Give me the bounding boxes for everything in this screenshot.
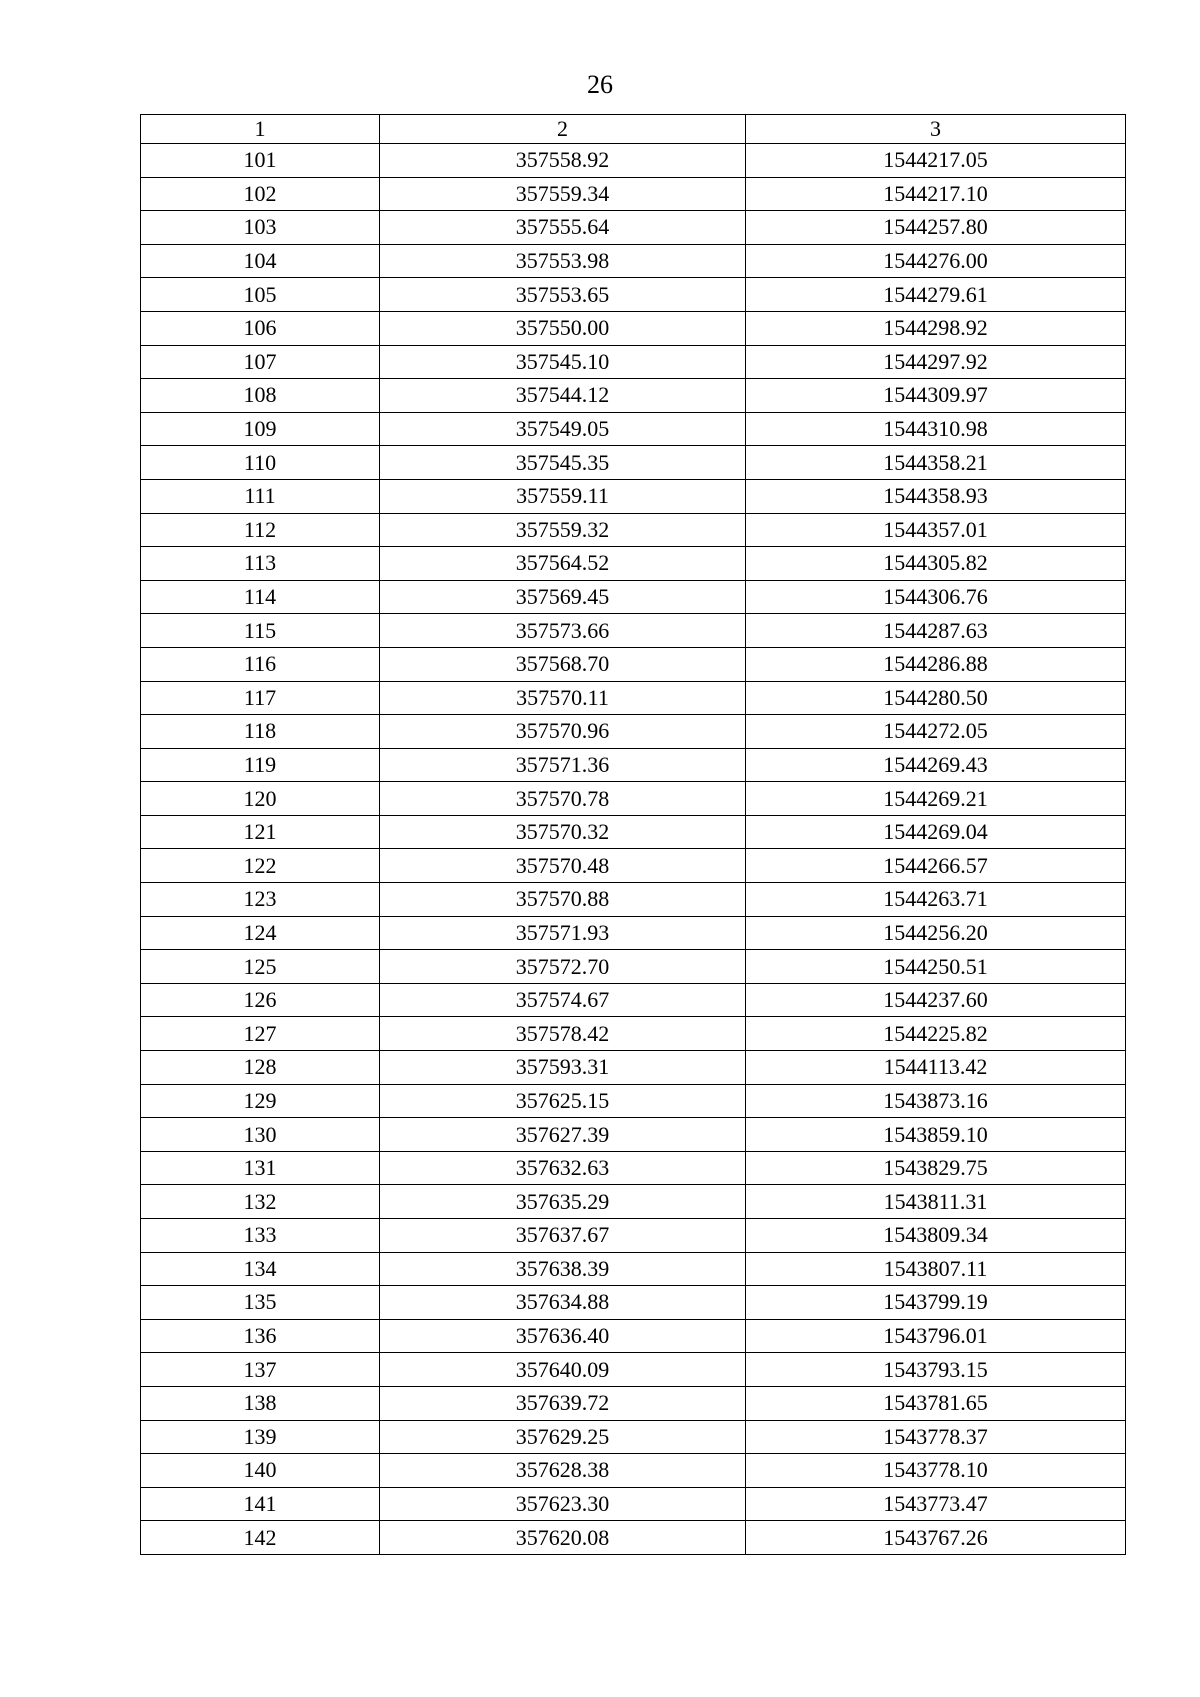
y-coordinate-cell: 1544286.88	[746, 647, 1126, 681]
point-number-cell: 140	[141, 1454, 380, 1488]
y-coordinate-cell: 1543859.10	[746, 1118, 1126, 1152]
point-number-cell: 113	[141, 547, 380, 581]
table-row	[141, 1017, 1126, 1051]
table-row	[141, 513, 1126, 547]
table-row	[141, 547, 1126, 581]
x-coordinate-cell: 357568.70	[380, 647, 746, 681]
table-row	[141, 1353, 1126, 1387]
table-row	[141, 479, 1126, 513]
y-coordinate-cell: 1544257.80	[746, 211, 1126, 245]
point-number-cell: 120	[141, 782, 380, 816]
point-number-cell: 117	[141, 681, 380, 715]
table-header-row	[141, 115, 1126, 144]
y-coordinate-cell: 1544217.05	[746, 144, 1126, 178]
point-number-cell: 109	[141, 412, 380, 446]
table-row	[141, 1051, 1126, 1085]
table-row	[141, 748, 1126, 782]
table-row	[141, 1319, 1126, 1353]
y-coordinate-cell: 1544237.60	[746, 983, 1126, 1017]
y-coordinate-cell: 1544298.92	[746, 311, 1126, 345]
x-coordinate-cell: 357628.38	[380, 1454, 746, 1488]
point-number-cell: 106	[141, 311, 380, 345]
table-row	[141, 1386, 1126, 1420]
y-coordinate-cell: 1544358.21	[746, 446, 1126, 480]
table-row	[141, 144, 1126, 178]
x-coordinate-cell: 357636.40	[380, 1319, 746, 1353]
point-number-cell: 135	[141, 1286, 380, 1320]
y-coordinate-cell: 1544272.05	[746, 715, 1126, 749]
point-number-cell: 122	[141, 849, 380, 883]
y-coordinate-cell: 1544269.21	[746, 782, 1126, 816]
x-coordinate-cell: 357558.92	[380, 144, 746, 178]
y-coordinate-cell: 1544250.51	[746, 950, 1126, 984]
x-coordinate-cell: 357545.35	[380, 446, 746, 480]
table-row	[141, 379, 1126, 413]
table-row	[141, 614, 1126, 648]
point-number-cell: 101	[141, 144, 380, 178]
table-row	[141, 1084, 1126, 1118]
table-row	[141, 950, 1126, 984]
table-row	[141, 849, 1126, 883]
point-number-cell: 108	[141, 379, 380, 413]
y-coordinate-cell: 1544266.57	[746, 849, 1126, 883]
x-coordinate-cell: 357574.67	[380, 983, 746, 1017]
y-coordinate-cell: 1544263.71	[746, 883, 1126, 917]
x-coordinate-cell: 357570.32	[380, 815, 746, 849]
x-coordinate-cell: 357571.36	[380, 748, 746, 782]
y-coordinate-cell: 1543796.01	[746, 1319, 1126, 1353]
point-number-cell: 141	[141, 1487, 380, 1521]
point-number-cell: 138	[141, 1386, 380, 1420]
point-number-cell: 139	[141, 1420, 380, 1454]
table-row	[141, 681, 1126, 715]
point-number-cell: 110	[141, 446, 380, 480]
x-coordinate-cell: 357559.34	[380, 177, 746, 211]
table-row	[141, 211, 1126, 245]
table-row	[141, 916, 1126, 950]
point-number-cell: 115	[141, 614, 380, 648]
y-coordinate-cell: 1544358.93	[746, 479, 1126, 513]
table-row	[141, 983, 1126, 1017]
x-coordinate-cell: 357639.72	[380, 1386, 746, 1420]
point-number-cell: 104	[141, 244, 380, 278]
table-row	[141, 1286, 1126, 1320]
x-coordinate-cell: 357627.39	[380, 1118, 746, 1152]
x-coordinate-cell: 357570.11	[380, 681, 746, 715]
y-coordinate-cell: 1543773.47	[746, 1487, 1126, 1521]
point-number-cell: 130	[141, 1118, 380, 1152]
table-row	[141, 1521, 1126, 1555]
y-coordinate-cell: 1544309.97	[746, 379, 1126, 413]
y-coordinate-cell: 1543778.37	[746, 1420, 1126, 1454]
x-coordinate-cell: 357629.25	[380, 1420, 746, 1454]
y-coordinate-cell: 1543829.75	[746, 1151, 1126, 1185]
y-coordinate-cell: 1543799.19	[746, 1286, 1126, 1320]
point-number-cell: 121	[141, 815, 380, 849]
table-row	[141, 1151, 1126, 1185]
coordinates-table	[140, 114, 1126, 1555]
y-coordinate-cell: 1544280.50	[746, 681, 1126, 715]
x-coordinate-cell: 357559.32	[380, 513, 746, 547]
x-coordinate-cell: 357623.30	[380, 1487, 746, 1521]
y-coordinate-cell: 1544310.98	[746, 412, 1126, 446]
y-coordinate-cell: 1543781.65	[746, 1386, 1126, 1420]
y-coordinate-cell: 1544269.43	[746, 748, 1126, 782]
y-coordinate-cell: 1543807.11	[746, 1252, 1126, 1286]
point-number-cell: 105	[141, 278, 380, 312]
x-coordinate-cell: 357564.52	[380, 547, 746, 581]
point-number-cell: 127	[141, 1017, 380, 1051]
x-coordinate-cell: 357640.09	[380, 1353, 746, 1387]
table-body	[141, 115, 1126, 1555]
y-coordinate-cell: 1543873.16	[746, 1084, 1126, 1118]
table-row	[141, 446, 1126, 480]
point-number-cell: 118	[141, 715, 380, 749]
point-number-cell: 111	[141, 479, 380, 513]
point-number-cell: 123	[141, 883, 380, 917]
point-number-cell: 124	[141, 916, 380, 950]
y-coordinate-cell: 1543809.34	[746, 1219, 1126, 1253]
y-coordinate-cell: 1544287.63	[746, 614, 1126, 648]
point-number-cell: 112	[141, 513, 380, 547]
point-number-cell: 102	[141, 177, 380, 211]
x-coordinate-cell: 357549.05	[380, 412, 746, 446]
y-coordinate-cell: 1543778.10	[746, 1454, 1126, 1488]
x-coordinate-cell: 357544.12	[380, 379, 746, 413]
x-coordinate-cell: 357559.11	[380, 479, 746, 513]
x-coordinate-cell: 357550.00	[380, 311, 746, 345]
y-coordinate-cell: 1544276.00	[746, 244, 1126, 278]
table-row	[141, 311, 1126, 345]
table-row	[141, 278, 1126, 312]
x-coordinate-cell: 357578.42	[380, 1017, 746, 1051]
column-header: 1	[141, 115, 380, 144]
table-row	[141, 815, 1126, 849]
point-number-cell: 119	[141, 748, 380, 782]
x-coordinate-cell: 357553.65	[380, 278, 746, 312]
x-coordinate-cell: 357570.78	[380, 782, 746, 816]
x-coordinate-cell: 357593.31	[380, 1051, 746, 1085]
table-row	[141, 1252, 1126, 1286]
x-coordinate-cell: 357553.98	[380, 244, 746, 278]
y-coordinate-cell: 1544217.10	[746, 177, 1126, 211]
table-row	[141, 412, 1126, 446]
y-coordinate-cell: 1544225.82	[746, 1017, 1126, 1051]
x-coordinate-cell: 357620.08	[380, 1521, 746, 1555]
point-number-cell: 131	[141, 1151, 380, 1185]
point-number-cell: 129	[141, 1084, 380, 1118]
table-row	[141, 580, 1126, 614]
table-row	[141, 244, 1126, 278]
column-header: 3	[746, 115, 1126, 144]
x-coordinate-cell: 357572.70	[380, 950, 746, 984]
x-coordinate-cell: 357632.63	[380, 1151, 746, 1185]
x-coordinate-cell: 357625.15	[380, 1084, 746, 1118]
x-coordinate-cell: 357638.39	[380, 1252, 746, 1286]
table-row	[141, 1219, 1126, 1253]
y-coordinate-cell: 1543811.31	[746, 1185, 1126, 1219]
point-number-cell: 126	[141, 983, 380, 1017]
point-number-cell: 132	[141, 1185, 380, 1219]
y-coordinate-cell: 1544269.04	[746, 815, 1126, 849]
point-number-cell: 125	[141, 950, 380, 984]
x-coordinate-cell: 357635.29	[380, 1185, 746, 1219]
y-coordinate-cell: 1544256.20	[746, 916, 1126, 950]
point-number-cell: 128	[141, 1051, 380, 1085]
y-coordinate-cell: 1544279.61	[746, 278, 1126, 312]
y-coordinate-cell: 1544305.82	[746, 547, 1126, 581]
y-coordinate-cell: 1544357.01	[746, 513, 1126, 547]
y-coordinate-cell: 1544113.42	[746, 1051, 1126, 1085]
page-number: 26	[587, 70, 613, 99]
table-row	[141, 1118, 1126, 1152]
x-coordinate-cell: 357569.45	[380, 580, 746, 614]
table-row	[141, 647, 1126, 681]
table-row	[141, 1454, 1126, 1488]
table-row	[141, 715, 1126, 749]
x-coordinate-cell: 357570.88	[380, 883, 746, 917]
table-row	[141, 883, 1126, 917]
x-coordinate-cell: 357570.48	[380, 849, 746, 883]
y-coordinate-cell: 1543767.26	[746, 1521, 1126, 1555]
x-coordinate-cell: 357573.66	[380, 614, 746, 648]
x-coordinate-cell: 357555.64	[380, 211, 746, 245]
point-number-cell: 103	[141, 211, 380, 245]
x-coordinate-cell: 357570.96	[380, 715, 746, 749]
point-number-cell: 134	[141, 1252, 380, 1286]
point-number-cell: 142	[141, 1521, 380, 1555]
column-header: 2	[380, 115, 746, 144]
point-number-cell: 133	[141, 1219, 380, 1253]
x-coordinate-cell: 357637.67	[380, 1219, 746, 1253]
x-coordinate-cell: 357545.10	[380, 345, 746, 379]
point-number-cell: 116	[141, 647, 380, 681]
point-number-cell: 136	[141, 1319, 380, 1353]
table-row	[141, 177, 1126, 211]
y-coordinate-cell: 1544297.92	[746, 345, 1126, 379]
table-row	[141, 782, 1126, 816]
x-coordinate-cell: 357571.93	[380, 916, 746, 950]
table-row	[141, 1487, 1126, 1521]
point-number-cell: 114	[141, 580, 380, 614]
point-number-cell: 107	[141, 345, 380, 379]
point-number-cell: 137	[141, 1353, 380, 1387]
table-row	[141, 1420, 1126, 1454]
table-row	[141, 345, 1126, 379]
y-coordinate-cell: 1543793.15	[746, 1353, 1126, 1387]
x-coordinate-cell: 357634.88	[380, 1286, 746, 1320]
table-row	[141, 1185, 1126, 1219]
y-coordinate-cell: 1544306.76	[746, 580, 1126, 614]
